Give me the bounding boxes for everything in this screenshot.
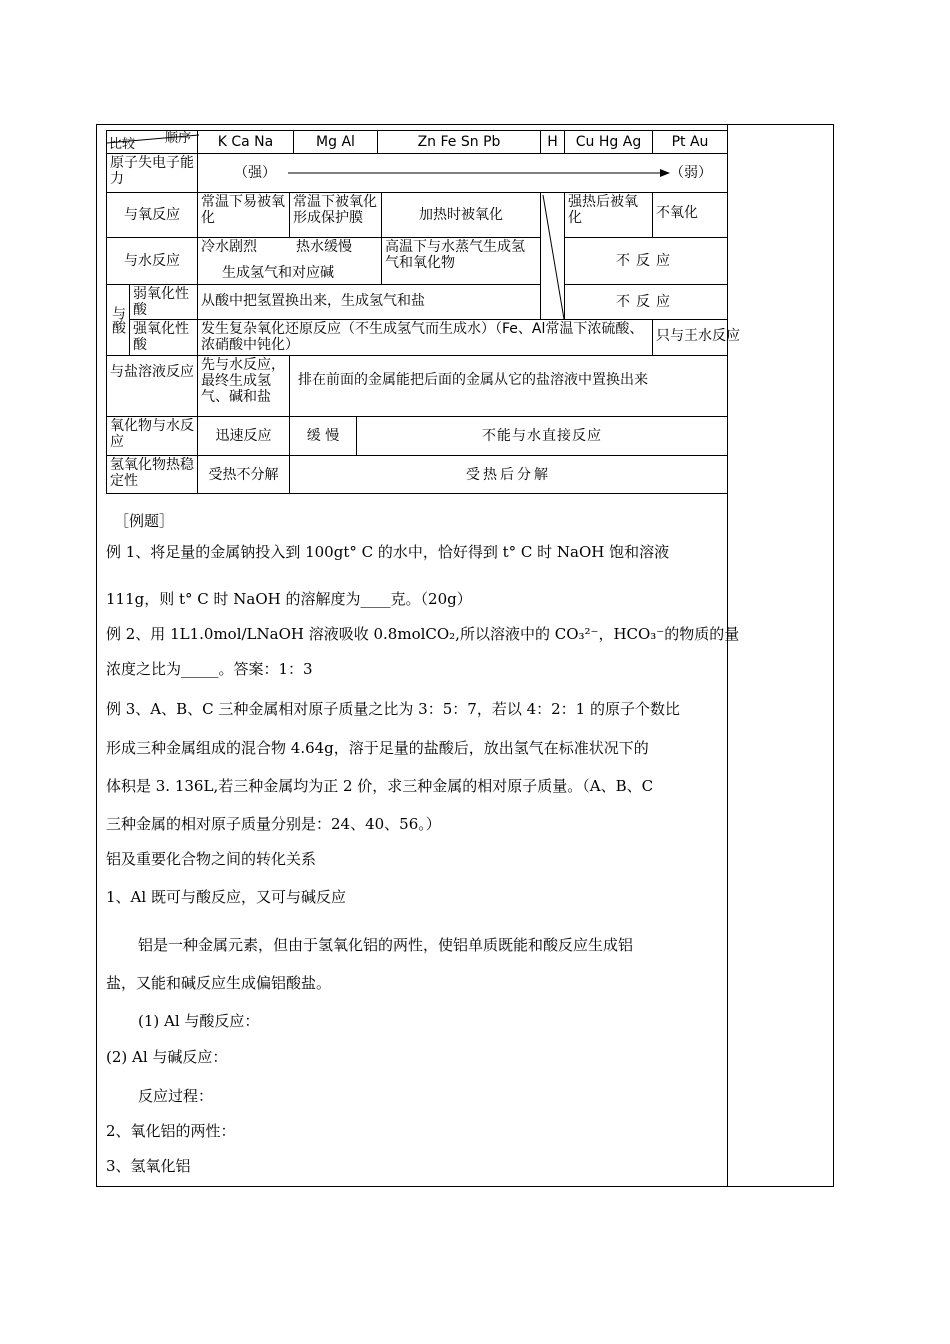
water-cell-1: 冷水剧烈 [201,239,257,255]
metal-group-cu-hg-ag: Cu Hg Ag [564,130,653,154]
header-compare-label: 比较 [109,137,136,152]
metal-group-mg-al: Mg Al [293,130,378,154]
example-3-line-3: 体积是 3. 136L,若三种金属均为正 2 价，求三种金属的相对原子质量。（A、B、C [106,777,654,795]
acid-weak-label: 弱氧化性酸 [129,284,198,320]
oxide-rest: 不能与水直接反应 [356,416,728,456]
acid-strong-text: 发生复杂氧化还原反应（不生成氢气而生成水）（Fe、Al常温下浓硫酸、浓硝酸中钝化） [197,319,653,356]
item-1-heading: 1、Al 既可与酸反应，又可与碱反应 [106,888,346,906]
strong-label: （强） [234,165,276,181]
item-2-heading: 2、氧化铝的两性： [106,1122,236,1140]
metal-group-k-ca-na: K Ca Na [197,130,294,154]
water-cell-3: 高温下与水蒸气生成氢气和氧化物 [381,237,541,285]
item-1-para-2: 盐，又能和碱反应生成偏铝酸盐。 [106,974,332,992]
oxygen-cell-3: 加热时被氧化 [381,192,541,238]
diagonal-line [541,193,566,321]
item-3-heading: 3、氢氧化铝 [106,1157,191,1175]
arrow-icon [198,154,729,194]
metal-group-zn-fe-sn-pb: Zn Fe Sn Pb [377,130,541,154]
example-3-line-2: 形成三种金属组成的混合物 4.64g，溶于足量的盐酸后，放出氢气在标准状况下的 [106,739,649,757]
oxide-cell-1: 迅速反应 [197,416,290,456]
example-2-line-1: 例 2、用 1L1.0mol/LNaOH 溶液吸收 0.8molCO₂,所以溶液中的 CO₃²⁻，HCO₃⁻的物质的量 [106,625,740,643]
oxygen-cell-4: 强热后被氧化 [564,192,653,238]
example-3-line-4: 三种金属的相对原子质量分别是：24、40、56。） [106,815,441,833]
example-1-line-1: 例 1、将足量的金属钠投入到 100gt° C 的水中，恰好得到 t° C 时 NaOH 饱和溶液 [106,543,670,561]
acid-weak-text: 从酸中把氢置换出来，生成氢气和盐 [197,284,541,320]
acid-weak-none: 不反应 [564,284,728,320]
h-column-diagonal [540,192,565,320]
electron-arrow-cell [197,153,728,193]
water-cell-2: 热水缓慢 [296,239,352,255]
body-text [106,510,740,1175]
hydroxide-rest: 受热后分解 [289,455,728,494]
weak-label: （弱） [670,165,712,181]
oxygen-cell-2: 常温下被氧化形成保护膜 [289,192,382,238]
acid-strong-end: 只与王水反应 [652,319,728,356]
examples-heading: ［例题］ [114,512,175,530]
metal-activity-table [106,130,740,494]
example-1-line-2: 111g，则 t° C 时 NaOH 的溶解度为____克。（20g） [106,590,472,608]
item-1-sub-1: (1) Al 与酸反应： [138,1012,260,1030]
section-title: 铝及重要化合物之间的转化关系 [106,850,317,868]
metal-h: H [540,130,565,154]
metal-group-pt-au: Pt Au [652,130,728,154]
header-order-label: 顺序 [164,131,191,146]
salt-rest: 排在前面的金属能把后面的金属从它的盐溶液中置换出来 [289,355,728,417]
row-label-hydroxide: 氢氧化物热稳定性 [106,455,198,494]
water-cell-45: 不反应 [564,237,728,285]
acid-strong-label: 强氧化性酸 [129,319,198,356]
reaction-process: 反应过程： [138,1087,214,1105]
row-label-electron: 原子失电子能力 [106,153,198,193]
row-label-oxide: 氧化物与水反应 [106,416,198,456]
example-2-line-2: 浓度之比为_____。答案：1：3 [106,660,313,678]
row-label-water: 与水反应 [106,237,198,285]
oxygen-cell-1: 常温下易被氧化 [197,192,290,238]
oxygen-cell-5: 不氧化 [652,192,728,238]
row-label-salt: 与盐溶液反应 [106,355,198,417]
example-3-line-1: 例 3、A、B、C 三种金属相对原子质量之比为 3：5：7，若以 4：2：1 的原子个数比 [106,700,680,718]
oxide-cell-2: 缓 慢 [289,416,357,456]
water-cell-12 [197,237,382,285]
row-label-acid: 与酸 [106,284,130,356]
row-label-oxygen: 与氧反应 [106,192,198,238]
item-1-sub-2: (2) Al 与碱反应： [106,1048,228,1066]
salt-cell-1: 先与水反应，最终生成氢气、碱和盐 [197,355,290,417]
hydroxide-cell-1: 受热不分解 [197,455,290,494]
water-cell-12-common: 生成氢气和对应碱 [222,265,334,281]
header-corner-cell [106,130,198,154]
item-1-para-1: 铝是一种金属元素，但由于氢氧化铝的两性，使铝单质既能和酸反应生成铝 [138,936,634,954]
